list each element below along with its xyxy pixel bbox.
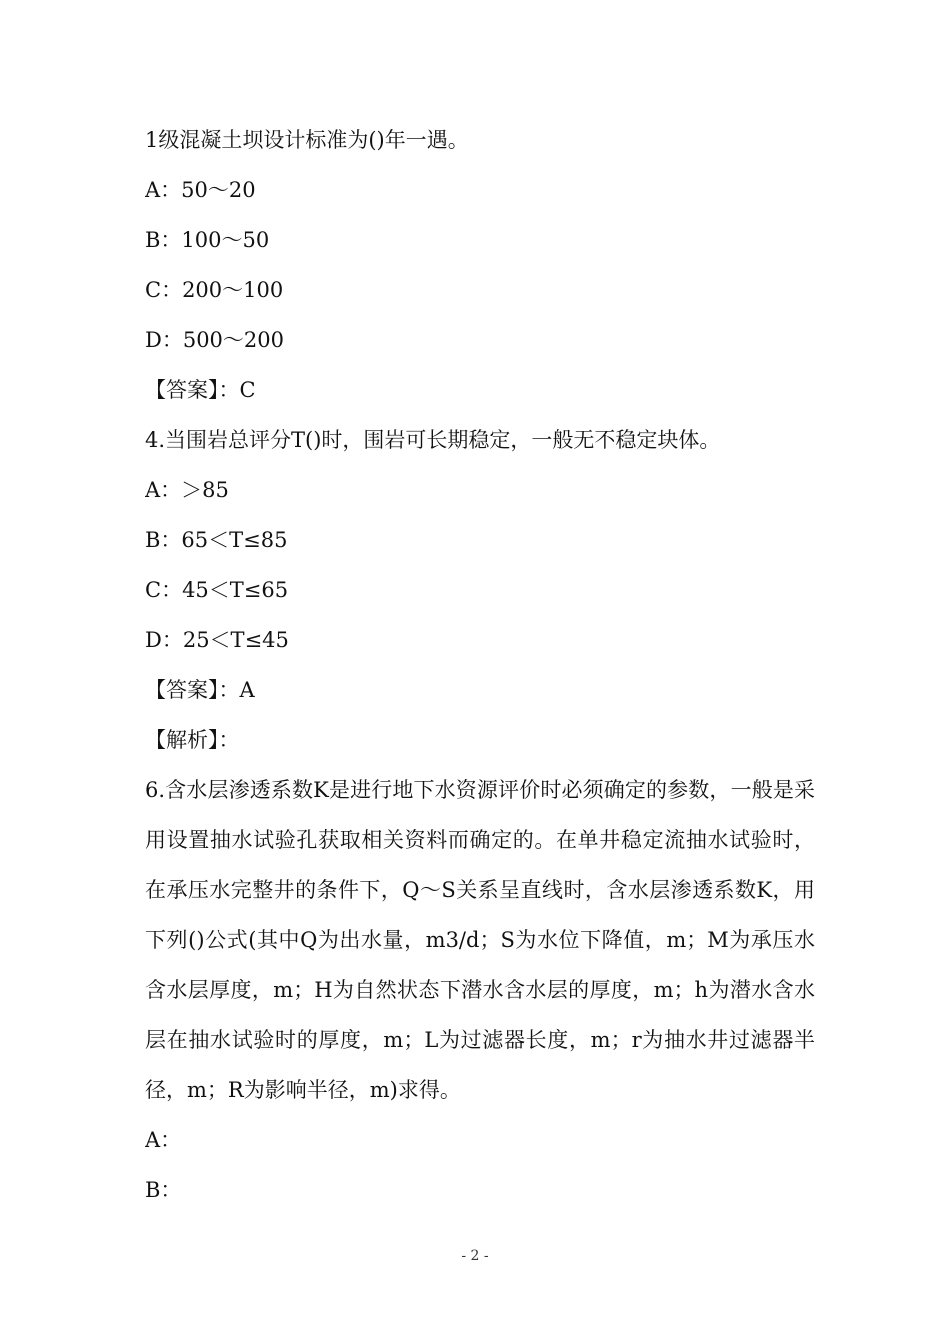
answer-line: 【答案】：A (145, 678, 255, 702)
option-c: C：200～100 (145, 278, 284, 302)
option-b: B：100～50 (145, 228, 270, 252)
option-a: A：50～20 (145, 178, 256, 202)
question-stem: 6.含水层渗透系数K是进行地下水资源评价时必须确定的参数，一般是采用设置抽水试验孔获取相关资料而确定的。在单井稳定流抽水试验时，在承压水完整井的条件下，Q～S关系呈直线时，含水层渗透系数K，用下列()公式(其中Q为出水量，m3/d；S为水位下降值，m；M为承压水含水层厚度，m；H为自然状态下潜水含水层的厚度，m；h为潜水含水层在抽水试验时的厚度，m；L为过滤器长度，m；r为抽水井过滤器半径，m；R为影响半径，m)求得。 (145, 778, 815, 1102)
option-d: D：500～200 (145, 328, 285, 352)
option-c: C：45＜T≤65 (145, 578, 289, 602)
page-number: - 2 - (461, 1248, 489, 1264)
question-1 (145, 115, 815, 415)
option-a: A： (145, 1128, 182, 1152)
question-4 (145, 415, 815, 765)
option-a: A：＞85 (145, 478, 229, 502)
question-list (145, 115, 815, 1215)
question-stem: 1级混凝土坝设计标准为()年一遇。 (145, 128, 469, 152)
answer-line: 【答案】：C (145, 378, 256, 402)
analysis-line: 【解析】： (145, 728, 240, 752)
option-b: B：65＜T≤85 (145, 528, 288, 552)
option-d: D：25＜T≤45 (145, 628, 289, 652)
option-b: B： (145, 1178, 182, 1202)
question-6 (145, 765, 815, 1215)
question-stem: 4.当围岩总评分T()时，围岩可长期稳定，一般无不稳定块体。 (145, 428, 721, 452)
